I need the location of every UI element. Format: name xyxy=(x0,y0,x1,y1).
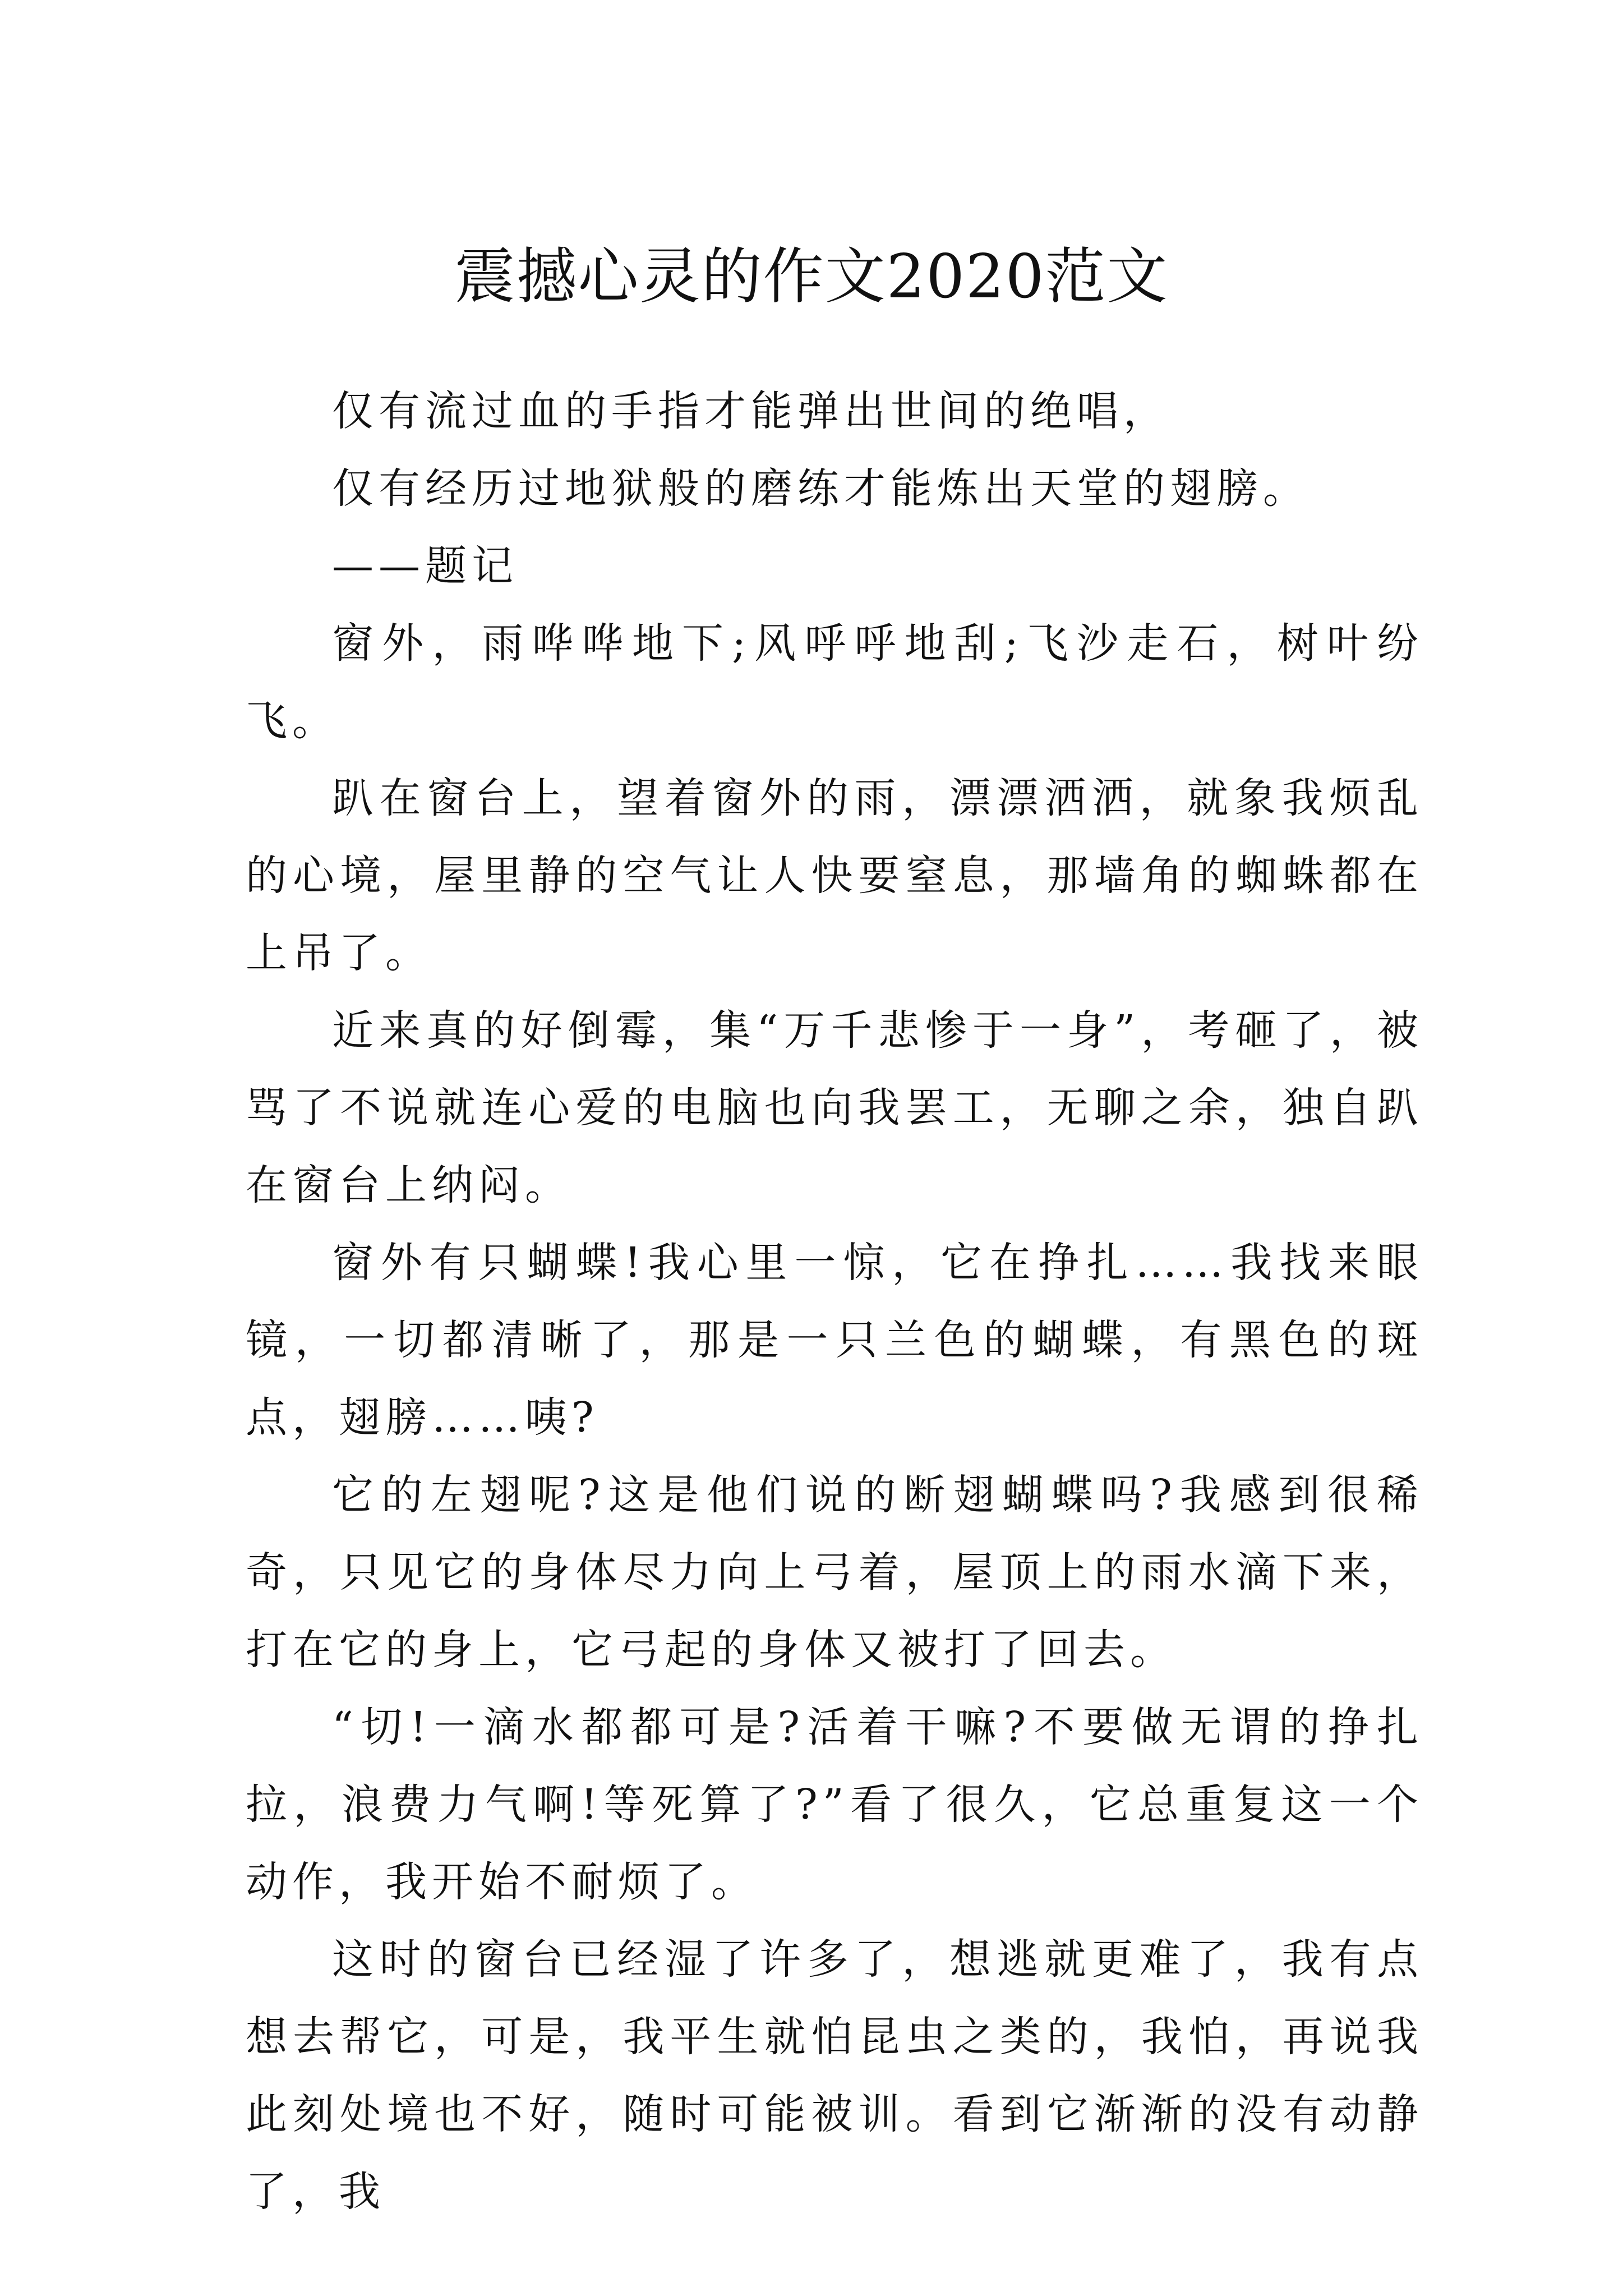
paragraph: 这时的窗台已经湿了许多了，想逃就更难了，我有点想去帮它，可是，我平生就怕昆虫之类的，我怕，再说我此刻处境也不好，随时可能被训。看到它渐渐的没有动静了，我 xyxy=(246,1935,1423,2216)
paragraph: 它的左翅呢?这是他们说的断翅蝴蝶吗?我感到很稀奇，只见它的身体尽力向上弓着，屋顶上的雨水滴下来，打在它的身上，它弓起的身体又被打了回去。 xyxy=(246,1471,1423,1674)
paragraph: 近来真的好倒霉，集“万千悲惨于一身”，考砸了，被骂了不说就连心爱的电脑也向我罢工，无聊之余，独自趴在窗台上纳闷。 xyxy=(246,1006,1423,1209)
document-body xyxy=(246,372,1423,2230)
paragraph: 仅有流过血的手指才能弹出世间的绝唱， xyxy=(332,387,1170,435)
paragraph: “切!一滴水都都可是?活着干嘛?不要做无谓的挣扎拉，浪费力气啊!等死算了?”看了很久，它总重复这一个动作，我开始不耐烦了。 xyxy=(246,1703,1423,1906)
paragraph: 趴在窗台上，望着窗外的雨，漂漂洒洒，就象我烦乱的心境，屋里静的空气让人快要窒息，那墙角的蜘蛛都在上吊了。 xyxy=(246,774,1423,977)
paragraph: ——题记 xyxy=(332,542,518,590)
paragraph: 窗外，雨哗哗地下;风呼呼地刮;飞沙走石，树叶纷飞。 xyxy=(246,619,1423,745)
paragraph: 仅有经历过地狱般的磨练才能炼出天堂的翅膀。 xyxy=(332,464,1310,513)
document-title: 震撼心灵的作文2020范文 xyxy=(454,242,1169,312)
paragraph: 窗外有只蝴蝶!我心里一惊，它在挣扎……我找来眼镜，一切都清晰了，那是一只兰色的蝴蝶，有黑色的斑点，翅膀……咦? xyxy=(246,1239,1423,1442)
